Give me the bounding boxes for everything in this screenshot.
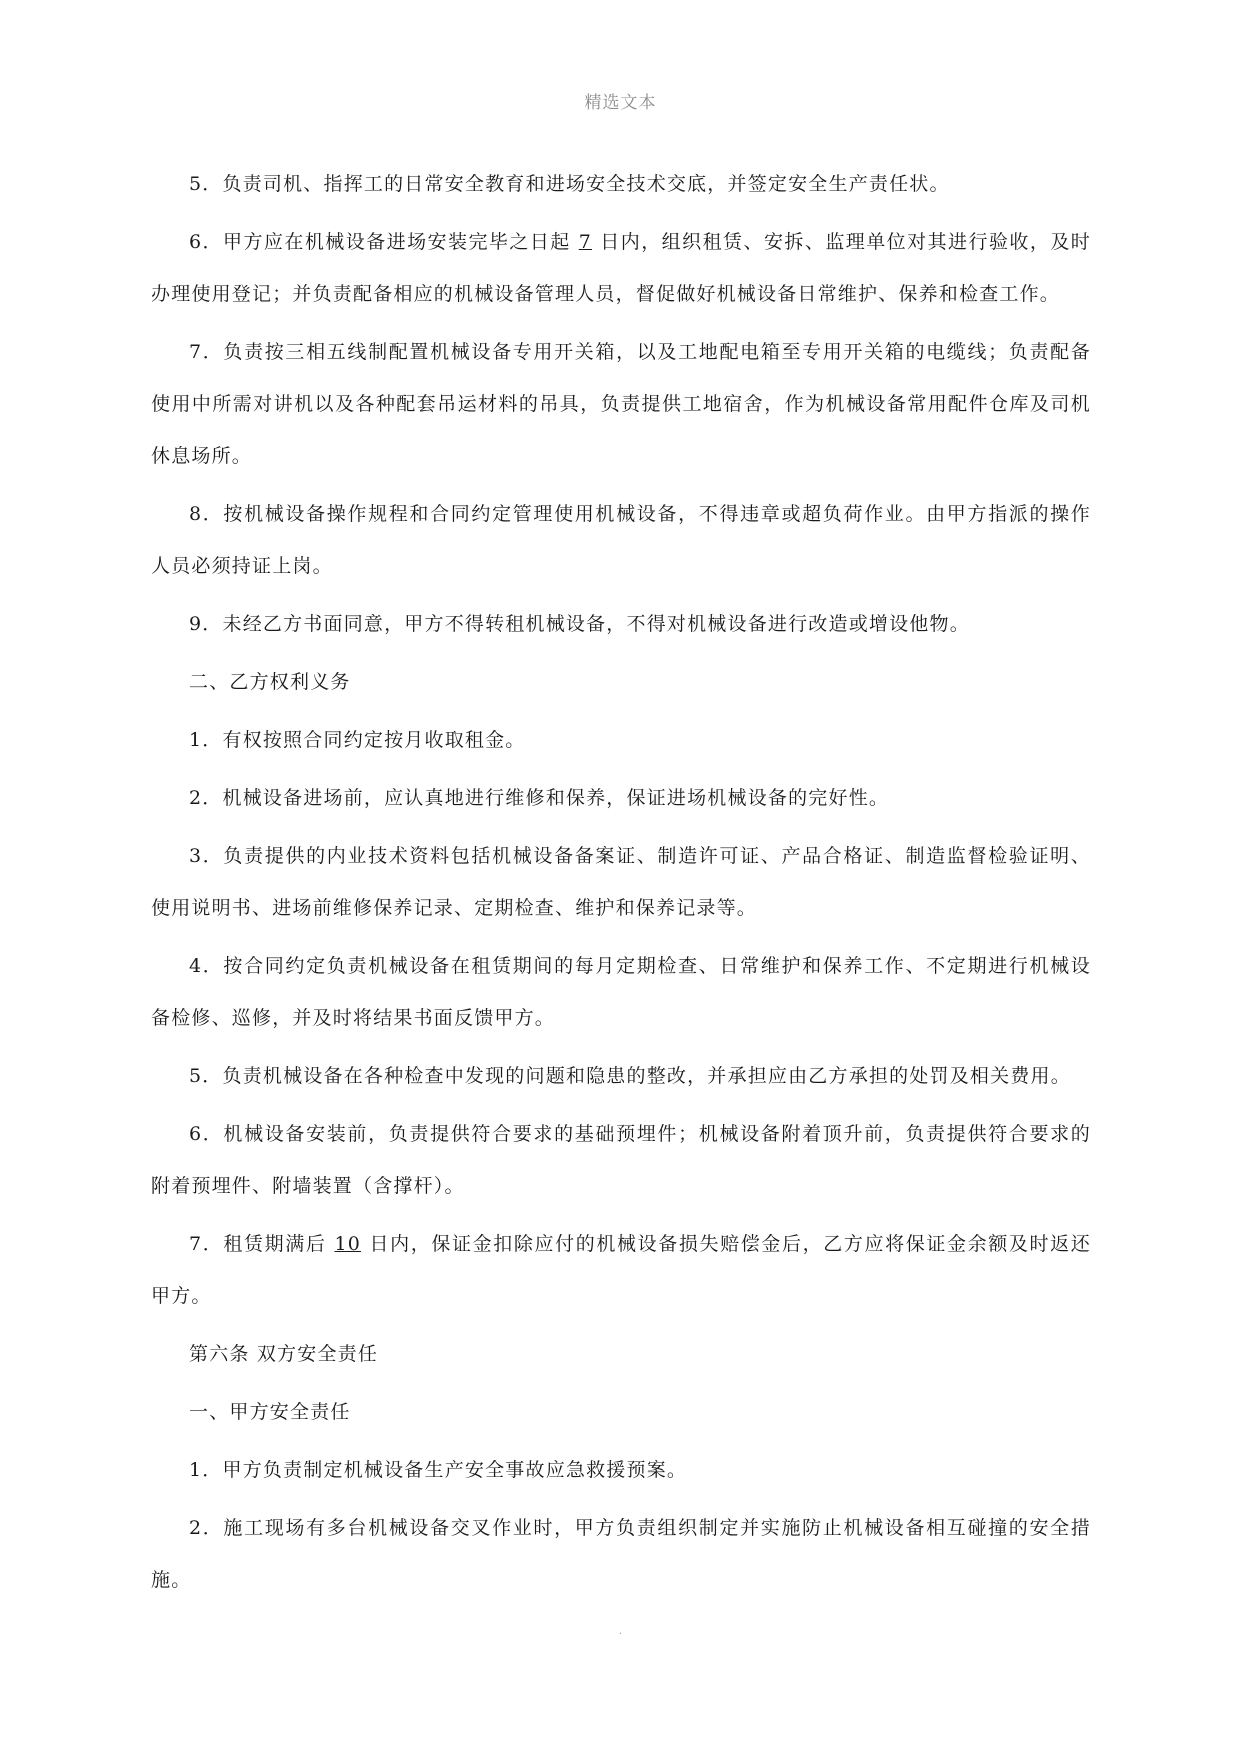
document-body <box>151 158 1091 1612</box>
page-footer-mark: . <box>618 1626 623 1637</box>
page-header: 精选文本 <box>584 93 657 113</box>
paragraph: 8．按机械设备操作规程和合同约定管理使用机械设备，不得违章或超负荷作业。由甲方指派的操作人员必须持证上岗。 <box>151 503 1091 577</box>
filled-blank: 7 <box>578 231 593 253</box>
paragraph: 7．负责按三相五线制配置机械设备专用开关箱，以及工地配电箱至专用开关箱的电缆线；负责配备使用中所需对讲机以及各种配套吊运材料的吊具，负责提供工地宿舍，作为机械设备常用配件仓库及司机休息场所。 <box>151 341 1091 467</box>
section-heading: 一、甲方安全责任 <box>189 1401 351 1423</box>
section-heading: 二、乙方权利义务 <box>189 671 351 693</box>
paragraph: 2．机械设备进场前，应认真地进行维修和保养，保证进场机械设备的完好性。 <box>189 787 890 809</box>
paragraph: 3．负责提供的内业技术资料包括机械设备备案证、制造许可证、产品合格证、制造监督检验证明、使用说明书、进场前维修保养记录、定期检查、维护和保养记录等。 <box>151 845 1091 919</box>
paragraph <box>151 1218 1091 1322</box>
paragraph: 6．机械设备安装前，负责提供符合要求的基础预埋件；机械设备附着顶升前，负责提供符合要求的附着预埋件、附墙装置（含撑杆）。 <box>151 1123 1091 1197</box>
paragraph-text: 7．租赁期满后 <box>189 1233 327 1255</box>
paragraph: 1．有权按照合同约定按月收取租金。 <box>189 729 526 751</box>
paragraph-text: 6．甲方应在机械设备进场安装完毕之日起 <box>189 231 571 253</box>
paragraph-text: 日内，组织租赁、安拆、监理单位对其进行验收，及时办理使用登记；并负责配备相应的机械设备管理人员，督促做好机械设备日常维护、保养和检查工作。 <box>151 231 1091 305</box>
paragraph: 2．施工现场有多台机械设备交叉作业时，甲方负责组织制定并实施防止机械设备相互碰撞的安全措施。 <box>151 1517 1091 1591</box>
paragraph-text: 日内，保证金扣除应付的机械设备损失赔偿金后，乙方应将保证金余额及时返还甲方。 <box>151 1233 1091 1307</box>
paragraph: 5．负责司机、指挥工的日常安全教育和进场安全技术交底，并签定安全生产责任状。 <box>189 173 950 195</box>
paragraph <box>151 216 1091 320</box>
paragraph: 4．按合同约定负责机械设备在租赁期间的每月定期检查、日常维护和保养工作、不定期进行机械设备检修、巡修，并及时将结果书面反馈甲方。 <box>151 955 1091 1029</box>
article-heading: 第六条 双方安全责任 <box>189 1343 379 1365</box>
filled-blank: 10 <box>334 1233 362 1255</box>
paragraph: 5．负责机械设备在各种检查中发现的问题和隐患的整改，并承担应由乙方承担的处罚及相关费用。 <box>189 1065 1071 1087</box>
paragraph: 9．未经乙方书面同意，甲方不得转租机械设备，不得对机械设备进行改造或增设他物。 <box>189 613 970 635</box>
paragraph: 1．甲方负责制定机械设备生产安全事故应急救援预案。 <box>189 1459 688 1481</box>
